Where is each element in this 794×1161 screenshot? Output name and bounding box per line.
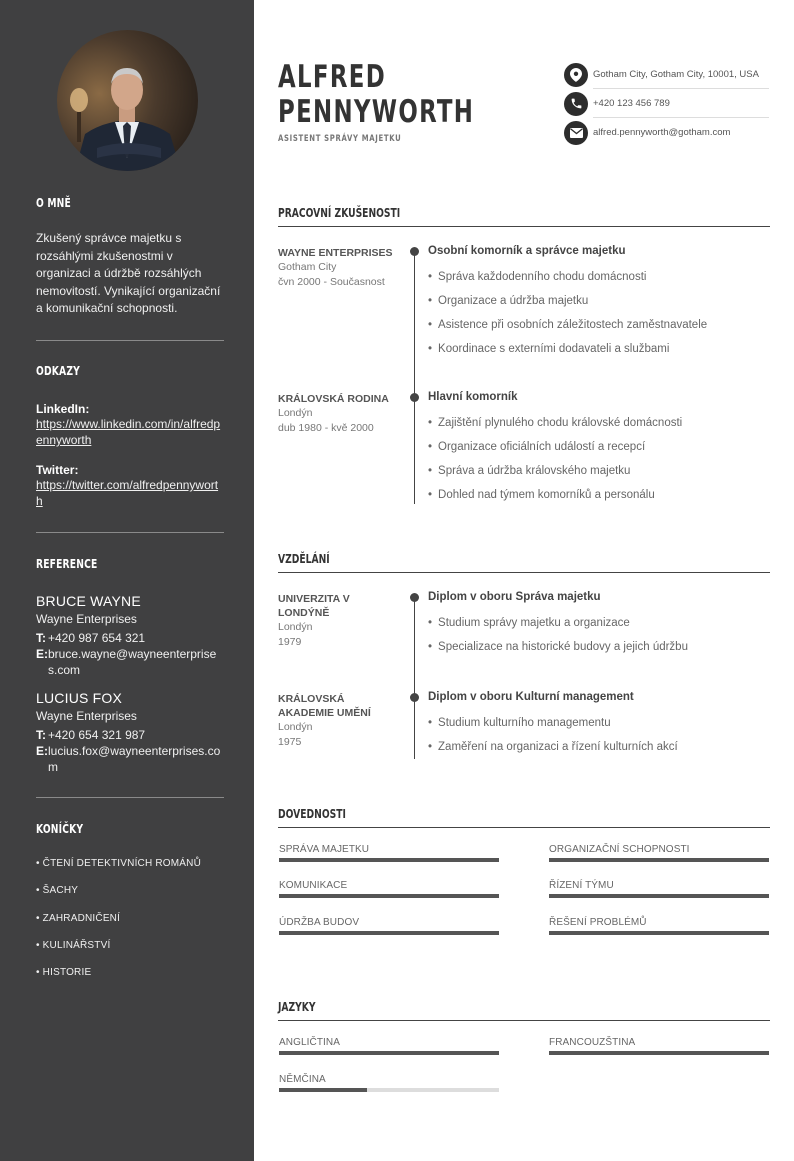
full-name [278, 60, 474, 130]
skill-item [549, 844, 769, 862]
language-bar [279, 1051, 499, 1055]
links-heading: ODKAZY [36, 364, 80, 378]
bullet-item: • Studium kulturního managementu [428, 717, 678, 741]
language-item [279, 1074, 499, 1092]
date-range: dub 1980 - kvě 2000 [278, 421, 374, 434]
experience-heading: PRACOVNÍ ZKUŠENOSTI [278, 206, 401, 220]
reference-phone: +420 654 321 987 [48, 728, 146, 742]
degree-bullets [428, 617, 688, 665]
reference-name: BRUCE WAYNE [36, 593, 141, 609]
job-bullets [428, 417, 682, 513]
employer: KRÁLOVSKÁ RODINA [278, 393, 389, 405]
about-text: Zkušený správce majetku s rozsáhlými zkušenostmi v organizaci a údržbě rozsáhlých nemovitostí. Vynikající organizační a komunikační schopnosti. [36, 231, 221, 315]
address-text: Gotham City, Gotham City, 10001, USA [593, 69, 759, 80]
linkedin-link[interactable]: https://www.linkedin.com/in/alfredpennyworth [36, 417, 221, 447]
bullet-item: • Organizace a údržba majetku [428, 295, 707, 319]
skill-bar [549, 931, 769, 935]
year: 1975 [278, 735, 302, 748]
bullet-item: • Správa každodenního chodu domácnosti [428, 271, 707, 295]
skills-heading: DOVEDNOSTI [278, 807, 346, 821]
languages-section-header [278, 1000, 770, 1021]
job-role: Hlavní komorník [428, 391, 518, 403]
reference-phone: +420 987 654 321 [48, 631, 146, 645]
divider [36, 340, 224, 341]
bullet-item: • Studium správy majetku a organizace [428, 617, 688, 641]
language-name: FRANCOUZŠTINA [549, 1037, 636, 1048]
employer: WAYNE ENTERPRISES [278, 247, 393, 259]
references-heading: REFERENCE [36, 557, 98, 571]
education-entry-meta [278, 692, 398, 749]
education-section-header [278, 552, 770, 573]
reference-item [36, 593, 224, 678]
divider [36, 532, 224, 533]
language-bar-fill [549, 1051, 769, 1055]
bullet-item: • Asistence při osobních záležitostech zaměstnavatele [428, 319, 707, 343]
school: KRÁLOVSKÁ AKADEMIE UMĚNÍ [278, 693, 371, 719]
email-text[interactable]: alfred.pennyworth@gotham.com [593, 127, 731, 138]
bullet-item: • Správa a údržba královského majetku [428, 465, 682, 489]
location: Londýn [278, 407, 313, 419]
language-bar-fill [279, 1088, 367, 1092]
year: 1979 [278, 635, 302, 648]
language-name: NĚMČINA [279, 1074, 326, 1085]
skill-bar-fill [279, 858, 499, 862]
location: Londýn [278, 621, 313, 633]
reference-name: LUCIUS FOX [36, 690, 123, 706]
job-role: Osobní komorník a správce majetku [428, 245, 626, 257]
skill-item [279, 844, 499, 862]
bullet-item: • Koordinace s externími dodavateli a službami [428, 343, 707, 367]
hobby-item: • HISTORIE [36, 967, 92, 979]
about-heading: O MNĚ [36, 196, 71, 210]
references-section [36, 557, 224, 775]
location: Londýn [278, 721, 313, 733]
email-prefix: E: [36, 744, 48, 758]
location-pin-icon [564, 63, 588, 87]
skill-bar [279, 931, 499, 935]
languages-heading: JAZYKY [278, 1000, 316, 1014]
language-bar-fill [279, 1051, 499, 1055]
skill-item [279, 880, 499, 898]
education-heading: VZDĚLÁNÍ [278, 552, 330, 566]
contact-phone [564, 89, 769, 118]
bullet-item: • Specializace na historické budovy a jejich údržbu [428, 641, 688, 665]
date-range: čvn 2000 - Současnost [278, 275, 385, 288]
language-item [279, 1037, 499, 1055]
phone-prefix: T: [36, 631, 46, 645]
phone-prefix: T: [36, 728, 46, 742]
degree-bullets [428, 717, 678, 765]
timeline-dot [410, 247, 419, 256]
email-prefix: E: [36, 647, 48, 661]
language-bar [279, 1088, 499, 1092]
skill-bar-fill [549, 894, 769, 898]
links-section [36, 364, 224, 509]
education-entry-meta [278, 592, 398, 649]
bullet-item: • Dohled nad týmem komorníků a personálu [428, 489, 682, 513]
timeline-dot [410, 593, 419, 602]
twitter-link[interactable]: https://twitter.com/alfredpennyworth [36, 478, 219, 508]
skill-name: ŘEŠENÍ PROBLÉMŮ [549, 917, 647, 928]
skill-bar-fill [549, 858, 769, 862]
phone-icon [564, 92, 588, 116]
skill-bar-fill [279, 894, 499, 898]
about-section [36, 196, 224, 318]
degree: Diplom v oboru Správa majetku [428, 591, 601, 603]
experience-entry-meta [278, 392, 398, 435]
degree: Diplom v oboru Kulturní management [428, 691, 634, 703]
job-title: ASISTENT SPRÁVY MAJETKU [278, 134, 402, 144]
name-first: ALFRED [278, 59, 387, 95]
hobby-item: • ŠACHY [36, 885, 79, 897]
language-name: ANGLIČTINA [279, 1037, 341, 1048]
skill-bar [279, 858, 499, 862]
language-item [549, 1037, 769, 1055]
skill-name: KOMUNIKACE [279, 880, 348, 891]
skill-name: ORGANIZAČNÍ SCHOPNOSTI [549, 844, 690, 855]
reference-company: Wayne Enterprises [36, 709, 137, 723]
name-last: PENNYWORTH [278, 94, 475, 130]
skill-item [279, 917, 499, 935]
divider [36, 797, 224, 798]
hobbies-section [36, 822, 224, 994]
bullet-item: • Organizace oficiálních událostí a recepcí [428, 441, 682, 465]
reference-company: Wayne Enterprises [36, 612, 137, 626]
reference-email: bruce.wayne@wayneenterprises.com [48, 647, 217, 677]
location: Gotham City [278, 261, 337, 273]
skill-name: ŘÍZENÍ TÝMU [549, 880, 614, 891]
skill-bar [549, 894, 769, 898]
skill-item [549, 880, 769, 898]
contact-address [564, 60, 769, 89]
skill-bar [549, 858, 769, 862]
envelope-icon [564, 121, 588, 145]
job-bullets [428, 271, 707, 367]
sidebar [0, 0, 254, 1161]
phone-text: +420 123 456 789 [593, 98, 670, 109]
hobby-item: • KULINÁŘSTVÍ [36, 939, 111, 951]
skill-bar-fill [279, 931, 499, 935]
experience-entry-meta [278, 246, 398, 289]
bullet-item: • Zajištění plynulého chodu královské domácnosti [428, 417, 682, 441]
timeline-dot [410, 693, 419, 702]
skill-bar [279, 894, 499, 898]
timeline-dot [410, 393, 419, 402]
profile-photo [57, 30, 198, 171]
hobbies-heading: KONÍČKY [36, 822, 84, 836]
experience-timeline [414, 251, 415, 504]
experience-section-header [278, 206, 770, 227]
skill-bar-fill [549, 931, 769, 935]
education-timeline [414, 597, 415, 759]
bullet-item: • Zaměření na organizaci a řízení kulturních akcí [428, 741, 678, 765]
reference-email: lucius.fox@wayneenterprises.com [48, 744, 221, 774]
hobby-item: • ČTENÍ DETEKTIVNÍCH ROMÁNŮ [36, 858, 202, 869]
hobby-item: • ZAHRADNIČENÍ [36, 912, 121, 924]
skill-name: ÚDRŽBA BUDOV [279, 917, 360, 928]
school: UNIVERZITA V LONDÝNĚ [278, 593, 350, 619]
contact-email [564, 118, 769, 147]
language-bar [549, 1051, 769, 1055]
reference-item [36, 690, 224, 775]
twitter-label: Twitter: [36, 463, 79, 477]
skills-section-header [278, 807, 770, 828]
linkedin-label: LinkedIn: [36, 402, 90, 416]
skill-item [549, 917, 769, 935]
skill-name: SPRÁVA MAJETKU [279, 844, 370, 855]
